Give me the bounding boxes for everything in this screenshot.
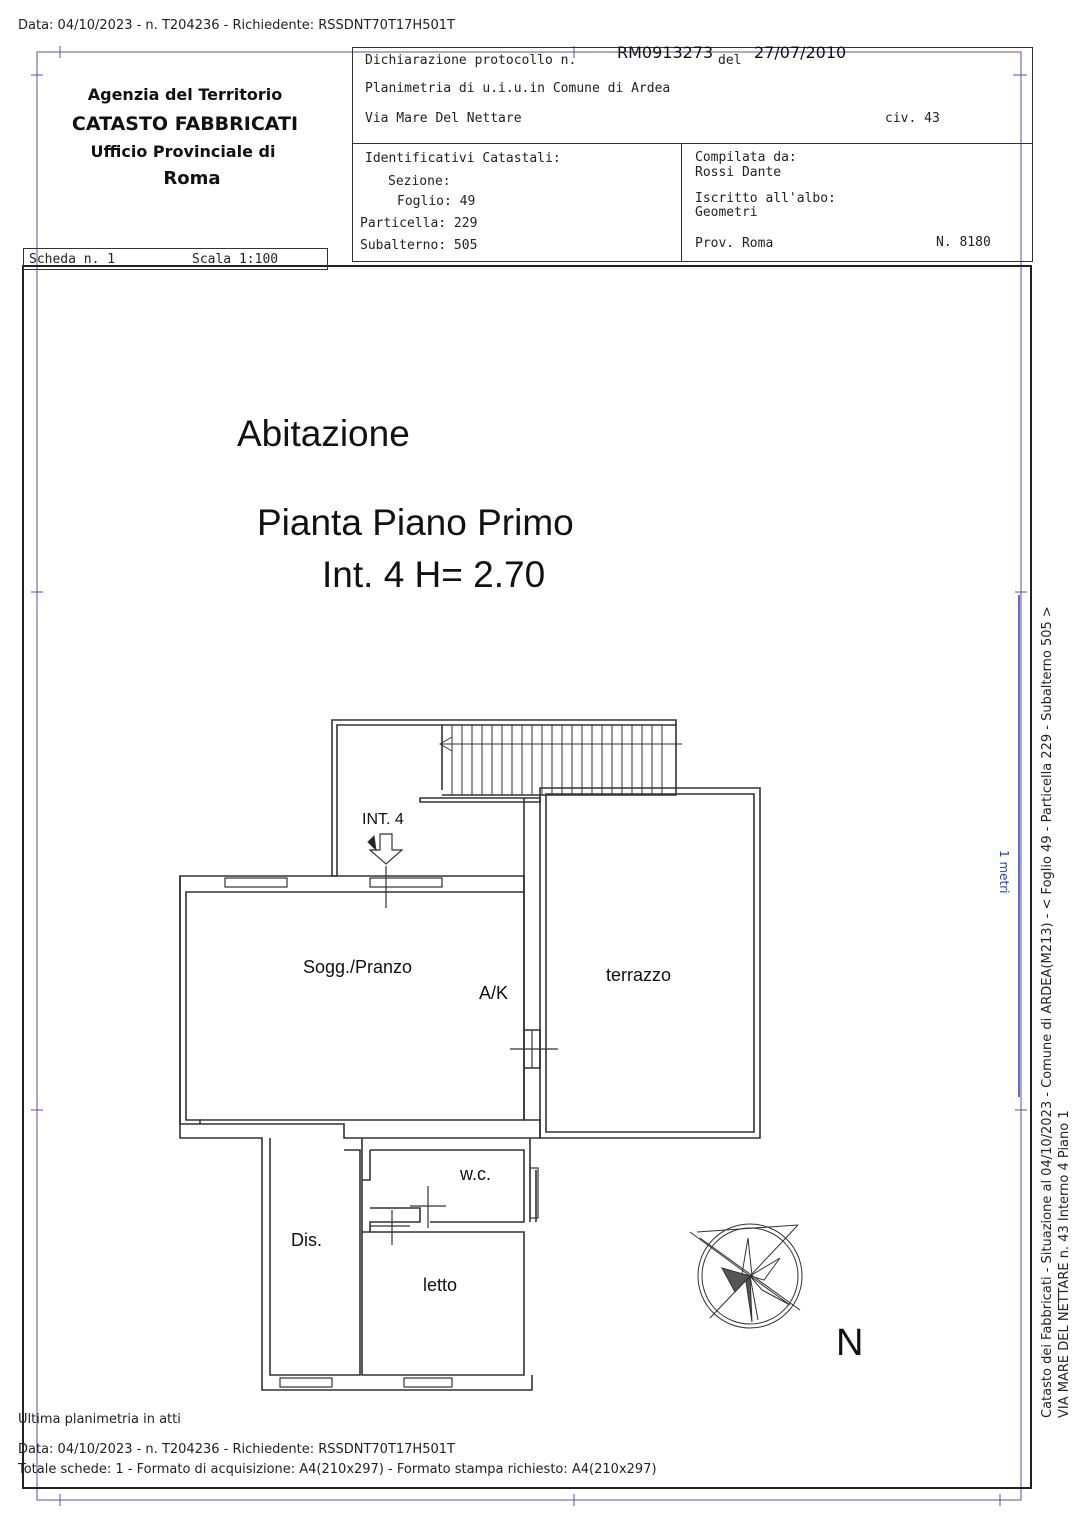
room-soggiorno: Sogg./Pranzo xyxy=(303,957,413,977)
protocol-label: Dichiarazione protocollo n. xyxy=(365,53,577,68)
address: Via Mare Del Nettare xyxy=(365,111,522,126)
albo-value: Geometri xyxy=(695,205,758,220)
compass-rose xyxy=(690,1224,802,1328)
particella: Particella: 229 xyxy=(360,216,478,231)
last-plan-note: Ultima planimetria in atti xyxy=(18,1412,181,1427)
footer-format-info: Totale schede: 1 - Formato di acquisizione: A4(210x297) - Formato stampa richiesto: A4(210x297) xyxy=(18,1462,657,1477)
room-terrazzo: terrazzo xyxy=(606,965,672,985)
sezione: Sezione: xyxy=(388,174,451,189)
room-wc: w.c. xyxy=(460,1164,492,1184)
plan-height: Int. 4 H= 2.70 xyxy=(322,554,546,595)
north-label: N xyxy=(836,1322,864,1364)
province: Prov. Roma xyxy=(695,236,774,251)
footer-request-info: Data: 04/10/2023 - n. T204236 - Richiedente: RSSDNT70T17H501T xyxy=(18,1442,455,1457)
protocol-date: 27/07/2010 xyxy=(754,43,847,62)
del-label: del xyxy=(718,53,742,68)
room-letto: letto xyxy=(423,1275,458,1295)
registration-number: N. 8180 xyxy=(936,235,991,250)
civic-number: civ. 43 xyxy=(885,111,940,126)
albo-label: Iscritto all'albo: xyxy=(695,191,836,206)
planimetry-label: Planimetria di u.i.u.in Comune di Ardea xyxy=(365,81,671,96)
foglio: Foglio: 49 xyxy=(397,194,476,209)
scheda-number: Scheda n. 1 xyxy=(29,252,116,267)
side-text-line2: VIA MARE DEL NETTARE n. 43 Interno 4 Piano 1 xyxy=(1057,1110,1072,1418)
plan-title: Abitazione xyxy=(237,413,410,454)
room-ak: A/K xyxy=(479,983,509,1003)
plan-subtitle: Pianta Piano Primo xyxy=(257,502,574,543)
scale-bar-label: 1 metri xyxy=(997,850,1011,894)
office-label: Ufficio Provinciale di xyxy=(90,142,276,161)
compiler-name: Rossi Dante xyxy=(695,165,782,180)
scale-label: Scala 1:100 xyxy=(192,252,279,267)
agency-name: Agenzia del Territorio xyxy=(87,85,283,104)
compiler-label: Compilata da: xyxy=(695,150,797,165)
entrance-label: INT. 4 xyxy=(362,811,404,828)
request-info-line: Data: 04/10/2023 - n. T204236 - Richiedente: RSSDNT70T17H501T xyxy=(18,18,455,33)
side-text-line1: Catasto dei Fabbricati - Situazione al 04/10/2023 - Comune di ARDEA(M213) - < Foglio 49 - Particella 229 - Subalterno 505 > xyxy=(1040,606,1055,1418)
identifiers-title: Identificativi Catastali: xyxy=(365,151,561,166)
room-dis: Dis. xyxy=(291,1230,322,1250)
protocol-number: RM0913273 xyxy=(617,43,714,62)
catasto-title: CATASTO FABBRICATI xyxy=(71,113,299,135)
office-city: Roma xyxy=(163,168,221,189)
subalterno: Subalterno: 505 xyxy=(360,238,478,253)
